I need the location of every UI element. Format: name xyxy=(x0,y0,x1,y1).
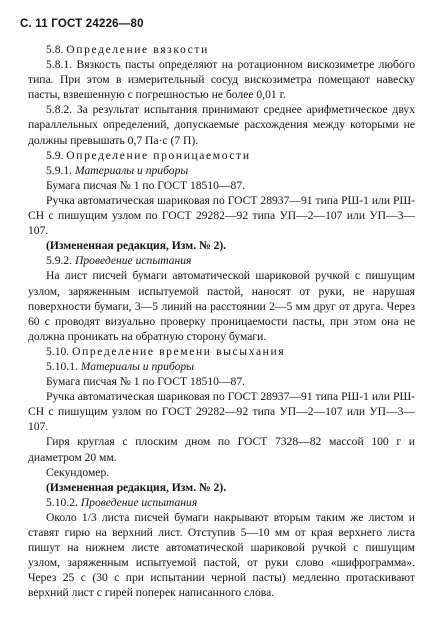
paragraph: Бумага писчая № 1 по ГОСТ 18510—87. xyxy=(46,178,246,192)
paragraph: На лист писчей бумаги автоматической шариковой ручкой с пишущим узлом, заряженным испытуемой пастой, наносят от руки, не нарушая поверхности бумаги, 3—5 линий на расстоянии 2—5 мм друг от друга. Через 60 с проводят визуально проверку проницаемости пасты, при этом она не должна проникать на обратную сторону бумаги. xyxy=(28,269,415,343)
amendment-note: (Измененная редакция, Изм. № 2). xyxy=(46,239,227,253)
paragraph: Ручка автоматическая шариковая по ГОСТ 28937—91 типа РШ-1 или РШ-СН с пишущим узлом по ГОСТ 29282—92 типа УП—2—107 или УП—3—107. xyxy=(28,390,415,434)
paragraph: Бумага писчая № 1 по ГОСТ 18510—87. xyxy=(46,375,246,389)
subsection-heading: 5.10.2. Проведение испытания xyxy=(46,495,198,509)
page-header: С. 11 ГОСТ 24226—80 xyxy=(20,18,144,30)
paragraph: Секундомер. xyxy=(46,465,110,479)
paragraph: Ручка автоматическая шариковая по ГОСТ 28937—91 типа РШ-1 или РШ-СН с пишущим узлом по ГОСТ 29282—92 типа УП—2—107 или УП—3—107. xyxy=(28,193,415,238)
subsection-heading: 5.10.1. Материалы и приборы xyxy=(46,359,195,373)
paragraph: 5.8.2. За результат испытания принимают среднее арифметическое двух параллельных определений, допускаемые расхождения между которыми не должны превышать 0,7 Па·с (7 П). xyxy=(28,103,415,147)
paragraph: Около 1/3 листа писчей бумаги накрывают вторым таким же листом и ставят гирю на верхний лист. Отступив 5—10 мм от края верхнего листа пишут на нижнем листе автоматической шариковой ручкой с пишущим узлом, заряженным испытуемой пастой, от руки слово «шифрограмма». Через 25 с (30 с при испытании черной пасты) медленно протаскивают верхний лист с гирей поперек написанного слова. xyxy=(28,510,415,600)
paragraph: 5.8.1. Вязкость пасты определяют на ротационном вискозиметре любого типа. При этом в измерительный сосуд вискозиметра помещают навеску пасты, взвешенную с погрешностью не более 0,01 г. xyxy=(28,58,415,102)
document-body xyxy=(28,42,415,600)
section-heading-permeability: 5.9. Определение проницаемости xyxy=(46,148,251,162)
section-heading-drying-time: 5.10. Определение времени высыхания xyxy=(46,344,286,358)
section-heading-viscosity: 5.8. Определение вязкости xyxy=(46,43,209,56)
subsection-heading: 5.9.2. Проведение испытания xyxy=(46,254,192,268)
amendment-note: (Измененная редакция, Изм. № 2). xyxy=(46,480,227,494)
paragraph: Гиря круглая с плоским дном по ГОСТ 7328—82 массой 100 г и диаметром 20 мм. xyxy=(28,435,415,464)
subsection-heading: 5.9.1. Материалы и приборы xyxy=(46,163,189,177)
